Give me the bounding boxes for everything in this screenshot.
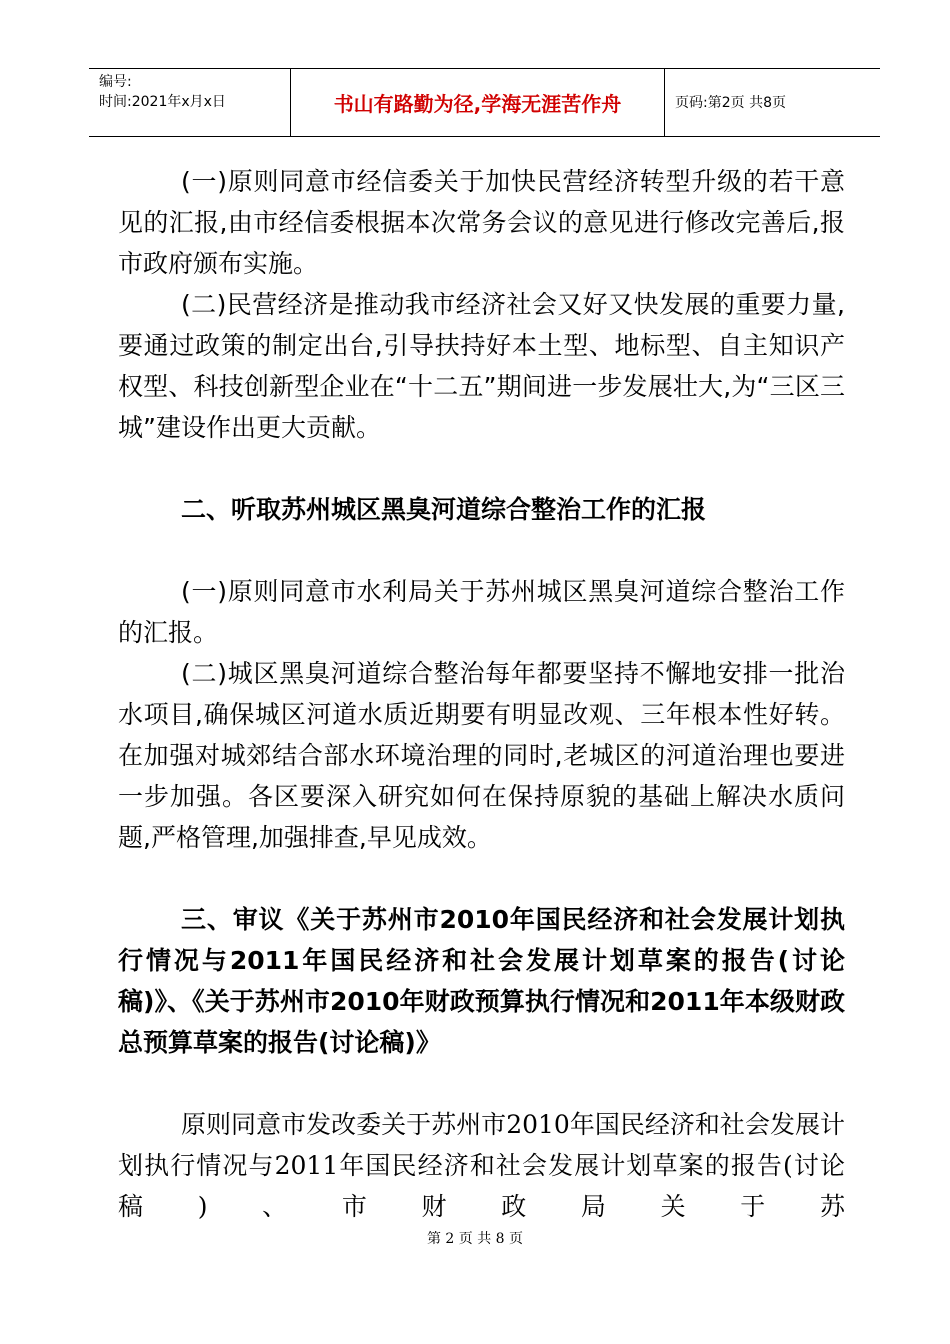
document-time-label: 时间:2021年x月x日 (99, 94, 226, 110)
body-paragraph: (一)原则同意市经信委关于加快民营经济转型升级的若干意见的汇报,由市经信委根据本次常务会议的意见进行修改完善后,报市政府颁布实施。 (118, 167, 845, 278)
body-paragraph: (二)民营经济是推动我市经济社会又好又快发展的重要力量,要通过政策的制定出台,引导扶持好本土型、地标型、自主知识产权型、科技创新型企业在“十二五”期间进一步发展壮大,为“三区三城”建设作出更大贡献。 (118, 290, 845, 442)
header-motto: 书山有路勤为径,学海无涯苦作舟 (333, 92, 622, 116)
header-page-cell (665, 69, 880, 136)
header-meta-cell (89, 69, 291, 136)
section-heading: 二、听取苏州城区黑臭河道综合整治工作的汇报 (181, 495, 707, 524)
section-heading: 三、审议《关于苏州市2010年国民经济和社会发展计划执行情况与2011年国民经济和社会发展计划草案的报告(讨论稿)》、《关于苏州市2010年财政预算执行情况和2011年本级财政总预算草案的报告(讨论稿)》 (118, 905, 845, 1057)
document-number-label: 编号: (99, 74, 132, 90)
body-paragraph: 原则同意市发改委关于苏州市2010年国民经济和社会发展计划执行情况与2011年国民经济和社会发展计划草案的报告(讨论稿)、市财政局关于苏 (118, 1110, 845, 1221)
page-header (89, 68, 880, 137)
body-paragraph: (一)原则同意市水利局关于苏州城区黑臭河道综合整治工作的汇报。 (118, 577, 845, 647)
header-motto-cell (291, 69, 665, 136)
body-paragraph: (二)城区黑臭河道综合整治每年都要坚持不懈地安排一批治水项目,确保城区河道水质近期要有明显改观、三年根本性好转。在加强对城郊结合部水环境治理的同时,老城区的河道治理也要进一步加强。各区要深入研究如何在保持原貌的基础上解决水质问题,严格管理,加强排查,早见成效。 (118, 659, 845, 852)
header-page-info: 页码:第2页 共8页 (675, 95, 786, 111)
page-footer: 第 2 页 共 8 页 (426, 1231, 524, 1247)
